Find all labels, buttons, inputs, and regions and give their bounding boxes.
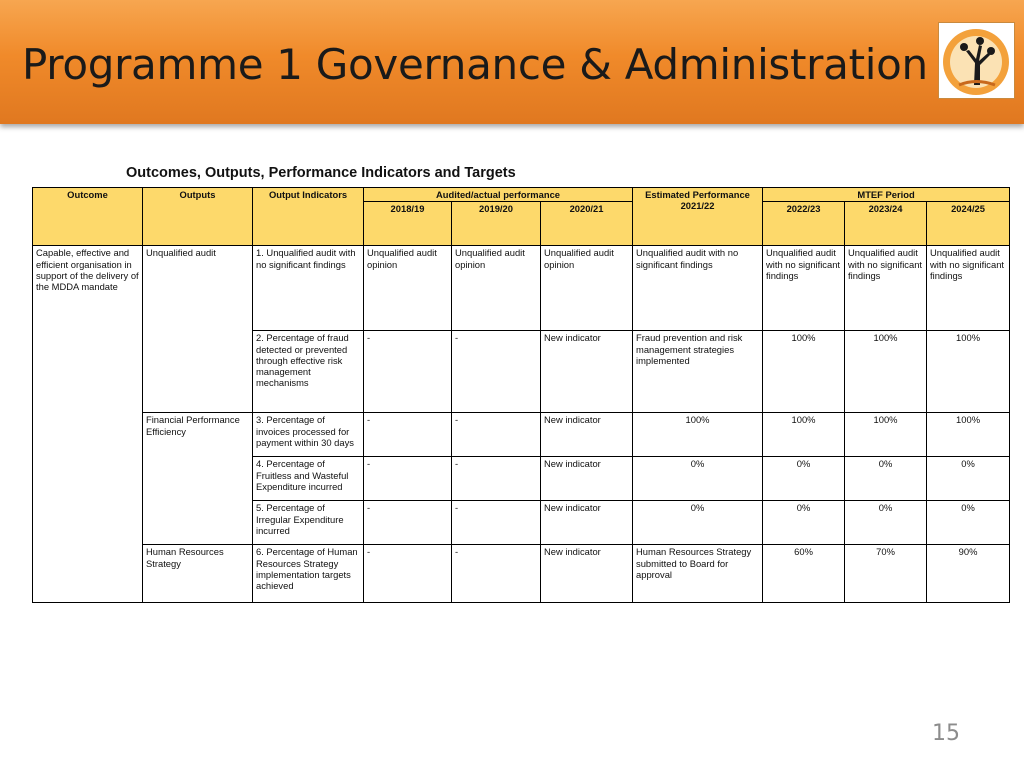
header-row — [33, 188, 1010, 202]
outcome-cell: Capable, effective and efficient organisation in support of the delivery of the MDDA mandate — [33, 246, 143, 603]
estimated-cell: Human Resources Strategy submitted to Board for approval — [633, 545, 763, 603]
target-cell: 100% — [845, 331, 927, 413]
table-caption: Outcomes, Outputs, Performance Indicators and Targets — [126, 165, 516, 181]
target-cell: 0% — [845, 457, 927, 501]
slide-title: Programme 1 Governance & Administration — [22, 40, 928, 89]
header-outputs: Outputs — [143, 188, 253, 246]
target-cell: 0% — [763, 501, 845, 545]
target-cell: 100% — [763, 331, 845, 413]
indicator-cell: 5. Percentage of Irregular Expenditure incurred — [253, 501, 364, 545]
target-cell: 100% — [927, 331, 1010, 413]
target-cell: 0% — [927, 457, 1010, 501]
header-year: 2019/20 — [452, 202, 541, 246]
estimated-cell: Fraud prevention and risk management strategies implemented — [633, 331, 763, 413]
estimated-cell: 0% — [633, 501, 763, 545]
target-cell: Unqualified audit with no significant findings — [763, 246, 845, 331]
value-cell: - — [452, 331, 541, 413]
header-year: 2020/21 — [541, 202, 633, 246]
value-cell: New indicator — [541, 501, 633, 545]
value-cell: - — [452, 413, 541, 457]
target-cell: 100% — [845, 413, 927, 457]
header-year: 2024/25 — [927, 202, 1010, 246]
header-audited-performance: Audited/actual performance — [364, 188, 633, 202]
value-cell: New indicator — [541, 331, 633, 413]
page-number: 15 — [932, 721, 960, 746]
value-cell: - — [364, 457, 452, 501]
header-estimated-performance: Estimated Performance 2021/22 — [633, 188, 763, 246]
value-cell: - — [452, 457, 541, 501]
header-year: 2023/24 — [845, 202, 927, 246]
indicator-cell: 4. Percentage of Fruitless and Wasteful Expenditure incurred — [253, 457, 364, 501]
output-cell: Financial Performance Efficiency — [143, 413, 253, 545]
tree-logo-icon — [939, 23, 1014, 98]
target-cell: 60% — [763, 545, 845, 603]
header-outcome: Outcome — [33, 188, 143, 246]
estimated-cell: 0% — [633, 457, 763, 501]
value-cell: - — [364, 501, 452, 545]
indicator-cell: 3. Percentage of invoices processed for payment within 30 days — [253, 413, 364, 457]
header-year: 2018/19 — [364, 202, 452, 246]
value-cell: Unqualified audit opinion — [541, 246, 633, 331]
output-cell: Unqualified audit — [143, 246, 253, 413]
header-mtef-period: MTEF Period — [763, 188, 1010, 202]
target-cell: 100% — [763, 413, 845, 457]
target-cell: 90% — [927, 545, 1010, 603]
indicator-cell: 6. Percentage of Human Resources Strategy implementation targets achieved — [253, 545, 364, 603]
organisation-logo — [938, 22, 1015, 99]
value-cell: - — [364, 413, 452, 457]
target-cell: 0% — [763, 457, 845, 501]
value-cell: - — [452, 501, 541, 545]
indicator-cell: 1. Unqualified audit with no significant findings — [253, 246, 364, 331]
value-cell: Unqualified audit opinion — [452, 246, 541, 331]
value-cell: New indicator — [541, 545, 633, 603]
indicator-cell: 2. Percentage of fraud detected or prevented through effective risk management mechanisms — [253, 331, 364, 413]
target-cell: Unqualified audit with no significant findings — [845, 246, 927, 331]
value-cell: New indicator — [541, 457, 633, 501]
estimated-cell: Unqualified audit with no significant findings — [633, 246, 763, 331]
target-cell: 100% — [927, 413, 1010, 457]
performance-table — [32, 187, 1010, 603]
value-cell: - — [364, 331, 452, 413]
output-cell: Human Resources Strategy — [143, 545, 253, 603]
estimated-cell: 100% — [633, 413, 763, 457]
table-row — [33, 246, 1010, 331]
target-cell: 0% — [845, 501, 927, 545]
table-row — [33, 545, 1010, 603]
table-row — [33, 413, 1010, 457]
header-year: 2022/23 — [763, 202, 845, 246]
target-cell: 70% — [845, 545, 927, 603]
value-cell: - — [452, 545, 541, 603]
value-cell: New indicator — [541, 413, 633, 457]
value-cell: - — [364, 545, 452, 603]
target-cell: 0% — [927, 501, 1010, 545]
target-cell: Unqualified audit with no significant findings — [927, 246, 1010, 331]
header-output-indicators: Output Indicators — [253, 188, 364, 246]
value-cell: Unqualified audit opinion — [364, 246, 452, 331]
